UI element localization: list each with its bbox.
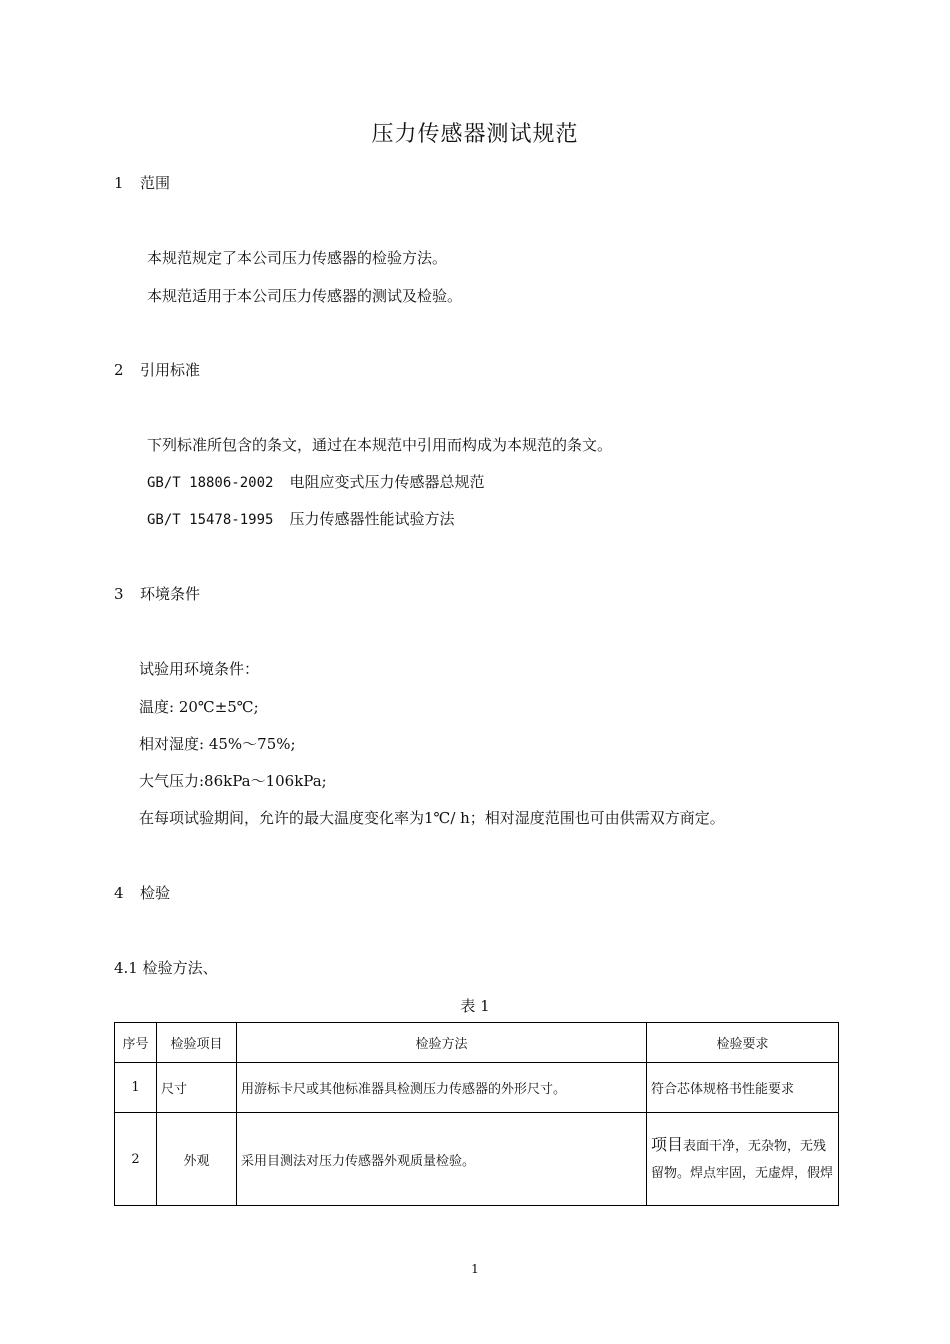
table-row <box>115 1113 839 1206</box>
section-3-heading <box>114 583 200 604</box>
table-cell-no: 1 <box>115 1063 157 1113</box>
section-number: 1 <box>114 174 124 192</box>
standard-code: GB/T 18806-2002 <box>147 475 274 491</box>
section-number: 3 <box>114 585 124 603</box>
reference-standard <box>147 471 484 492</box>
table-caption: 表 1 <box>460 997 490 1015</box>
paragraph: 下列标准所包含的条文，通过在本规范中引用而构成为本规范的条文。 <box>147 436 613 454</box>
standard-name: 电阻应变式压力传感器总规范 <box>289 473 485 491</box>
environment-line: 在每项试验期间，允许的最大温度变化率为1℃/ h；相对湿度范围也可由供需双方商定。 <box>139 809 725 827</box>
page-title: 压力传感器测试规范 <box>371 122 579 147</box>
standard-code: GB/T 15478-1995 <box>147 512 274 528</box>
table-header: 序号 <box>115 1023 157 1063</box>
requirement-text: 表面干净，无杂物，无残留物。焊点牢固，无虚焊，假焊 <box>651 1139 834 1181</box>
reference-standard <box>147 508 454 529</box>
inspection-table <box>114 1022 839 1206</box>
section-title: 引用标准 <box>140 361 201 379</box>
subsection-heading: 4.1 检验方法、 <box>114 959 218 977</box>
paragraph: 本规范适用于本公司压力传感器的测试及检验。 <box>147 287 463 305</box>
table-header-row <box>115 1023 839 1063</box>
section-2-heading <box>114 359 200 380</box>
table-header: 检验要求 <box>647 1023 839 1063</box>
standard-name: 压力传感器性能试验方法 <box>289 510 455 528</box>
environment-line: 试验用环境条件： <box>139 660 260 678</box>
section-4-heading <box>114 882 170 903</box>
environment-line: 相对湿度: 45%～75%; <box>139 735 296 753</box>
paragraph: 本规范规定了本公司压力传感器的检验方法。 <box>147 249 448 267</box>
section-1-heading <box>114 172 170 193</box>
table-cell-method: 采用目测法对压力传感器外观质量检验。 <box>237 1113 647 1206</box>
table-cell-item: 尺寸 <box>157 1063 237 1113</box>
table-cell-no: 2 <box>115 1113 157 1206</box>
table-cell-method: 用游标卡尺或其他标准器具检测压力传感器的外形尺寸。 <box>237 1063 647 1113</box>
section-title: 环境条件 <box>140 585 201 603</box>
environment-line: 大气压力:86kPa～106kPa; <box>139 772 327 790</box>
table-header: 检验方法 <box>237 1023 647 1063</box>
table-cell-requirement: 符合芯体规格书性能要求 <box>647 1063 839 1113</box>
environment-line: 温度: 20℃±5℃; <box>139 698 259 716</box>
table-cell-item: 外观 <box>157 1113 237 1206</box>
section-title: 范围 <box>140 174 171 192</box>
table-header: 检验项目 <box>157 1023 237 1063</box>
section-title: 检验 <box>140 884 171 902</box>
page-number: 1 <box>471 1262 479 1276</box>
table-cell-requirement <box>647 1113 839 1206</box>
section-number: 2 <box>114 361 124 379</box>
section-number: 4 <box>114 884 124 902</box>
requirement-prefix: 项目 <box>651 1135 684 1154</box>
table-row <box>115 1063 839 1113</box>
